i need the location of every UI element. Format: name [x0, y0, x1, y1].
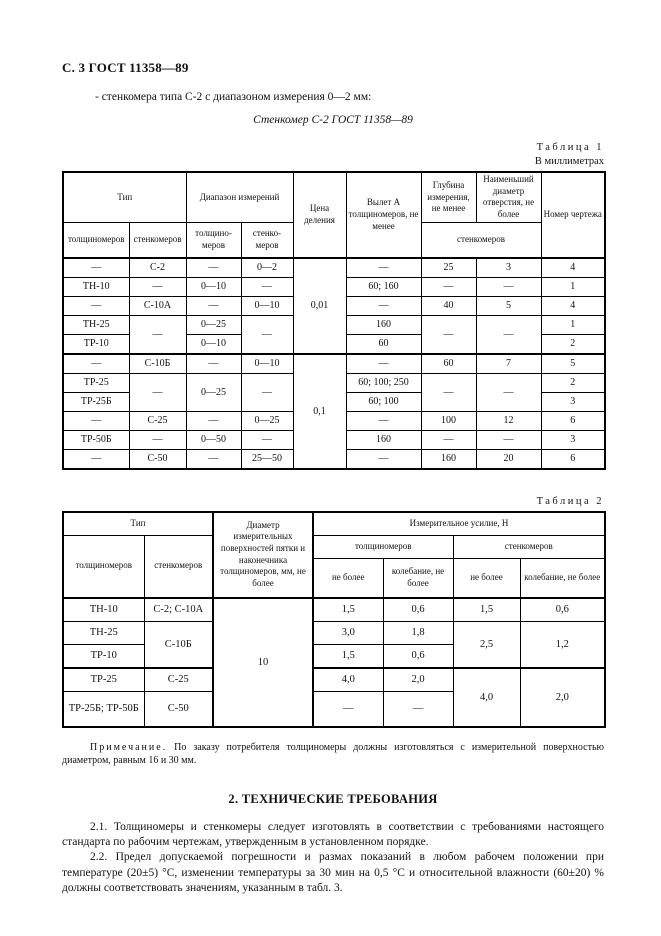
- cell: 6: [541, 449, 605, 469]
- cell: ТН-25: [63, 621, 144, 644]
- instrument-designation: Стенкомер С-2 ГОСТ 11358—89: [253, 114, 413, 126]
- cell: —: [346, 449, 421, 469]
- cell: 0,6: [520, 598, 605, 622]
- subheader-thickness-gauges: толщиномеров: [186, 222, 241, 258]
- cell: С-50: [129, 449, 186, 469]
- cell: 1,5: [313, 644, 383, 668]
- subheader-thickness-gauges: толщиномеров: [63, 535, 144, 598]
- table1-label: Таблица 1: [536, 142, 604, 153]
- cell: 2: [541, 373, 605, 392]
- cell: С-2: [129, 258, 186, 278]
- cell: 160: [421, 449, 476, 469]
- cell: —: [346, 296, 421, 315]
- cell: ТР-25: [63, 373, 129, 392]
- cell: С-10А: [129, 296, 186, 315]
- cell: 0—25: [241, 411, 293, 430]
- cell: ТР-50Б: [63, 430, 129, 449]
- cell: —: [63, 411, 129, 430]
- subheader-wall-gauges: стенкомеров: [144, 535, 213, 598]
- cell: 5: [476, 296, 541, 315]
- cell: —: [186, 258, 241, 278]
- cell: 0—2: [241, 258, 293, 278]
- cell: —: [129, 315, 186, 354]
- cell: —: [313, 691, 383, 727]
- cell: 3: [476, 258, 541, 278]
- cell: ТР-25: [63, 668, 144, 692]
- cell: С-25: [144, 668, 213, 692]
- header-min-hole-diameter: Наименьший диаметр отверстия, не более: [476, 172, 541, 222]
- cell: —: [186, 449, 241, 469]
- cell: 4,0: [313, 668, 383, 692]
- cell: 0—25: [186, 373, 241, 411]
- intro-line: - стенкомера типа С-2 с диапазоном измерения 0—2 мм:: [95, 91, 372, 103]
- header-scale-division: Цена деления: [293, 172, 346, 258]
- cell: —: [383, 691, 453, 727]
- cell: 3: [541, 430, 605, 449]
- paragraph-2-1: 2.1. Толщиномеры и стенкомеры следует изготовлять в соответствии с требованиями настоящего стандарта по рабочим чертежам, утвержденным в установленном порядке.: [62, 820, 604, 849]
- cell: 20: [476, 449, 541, 469]
- section-title: 2. ТЕХНИЧЕСКИЕ ТРЕБОВАНИЯ: [228, 791, 438, 806]
- cell: —: [346, 354, 421, 374]
- cell: 0—10: [186, 334, 241, 354]
- header-measuring-force: Измерительное усилие, Н: [313, 512, 605, 536]
- cell: —: [421, 430, 476, 449]
- cell-scale-division-group: 0,1: [293, 354, 346, 469]
- subheader-wall-gauges-group: стенкомеров: [421, 222, 541, 258]
- cell: ТН-10: [63, 277, 129, 296]
- cell: 1,5: [313, 598, 383, 622]
- cell: 3: [541, 392, 605, 411]
- cell: 40: [421, 296, 476, 315]
- cell: —: [186, 354, 241, 374]
- table1-units: В миллиметрах: [534, 156, 604, 167]
- subheader-not-more: не более: [313, 558, 383, 598]
- subheader-thickness-gauges-group: толщиномеров: [313, 535, 453, 558]
- cell: 60; 100: [346, 392, 421, 411]
- cell: 3,0: [313, 621, 383, 644]
- cell: —: [476, 373, 541, 411]
- cell: 0—10: [241, 296, 293, 315]
- subheader-thickness-gauges: толщиномеров: [63, 222, 129, 258]
- cell: —: [129, 373, 186, 411]
- cell: 2: [541, 334, 605, 354]
- cell: 2,0: [520, 668, 605, 727]
- cell: 6: [541, 411, 605, 430]
- cell: С-10Б: [129, 354, 186, 374]
- cell: —: [346, 258, 421, 278]
- cell: 100: [421, 411, 476, 430]
- cell: —: [421, 373, 476, 411]
- cell: 12: [476, 411, 541, 430]
- cell: —: [421, 277, 476, 296]
- cell: 1: [541, 277, 605, 296]
- note-text: По заказу потребителя толщиномеры должны изготовляться с измерительной поверхностью диаметром, равным 16 и 30 мм.: [62, 741, 604, 767]
- cell: —: [476, 315, 541, 354]
- cell: 160: [346, 430, 421, 449]
- cell: —: [186, 411, 241, 430]
- header-overhang: Вылет А толщиномеров, не менее: [346, 172, 421, 258]
- header-type: Тип: [63, 172, 186, 222]
- cell: 60; 100; 250: [346, 373, 421, 392]
- cell: С-25: [129, 411, 186, 430]
- cell: —: [241, 373, 293, 411]
- cell: —: [241, 277, 293, 296]
- table-row: [63, 258, 605, 278]
- page-header: С. 3 ГОСТ 11358—89: [62, 60, 189, 75]
- cell: —: [63, 354, 129, 374]
- header-type: Тип: [63, 512, 213, 536]
- cell: 0—10: [186, 277, 241, 296]
- cell: 4,0: [453, 668, 520, 727]
- cell: ТР-10: [63, 644, 144, 668]
- cell: 1: [541, 315, 605, 334]
- cell: 1,8: [383, 621, 453, 644]
- header-contact-face-diameter: Диаметр измерительных поверхностей пятки и наконечника толщиномеров, мм, не более: [213, 512, 313, 598]
- cell: —: [241, 315, 293, 354]
- cell: ТР-25Б; ТР-50Б: [63, 691, 144, 727]
- cell: 60: [346, 334, 421, 354]
- cell: ТН-25: [63, 315, 129, 334]
- cell: 0—25: [186, 315, 241, 334]
- cell: ТР-25Б: [63, 392, 129, 411]
- cell: С-2; С-10А: [144, 598, 213, 622]
- subheader-wall-gauges: стенкомеров: [129, 222, 186, 258]
- table-row: [63, 621, 605, 644]
- cell: 4: [541, 296, 605, 315]
- note-paragraph: [62, 741, 604, 768]
- cell: 25: [421, 258, 476, 278]
- cell: —: [476, 430, 541, 449]
- cell: 1,2: [520, 621, 605, 668]
- cell: —: [129, 430, 186, 449]
- cell: 0—10: [241, 354, 293, 374]
- cell: —: [421, 315, 476, 354]
- cell: —: [241, 430, 293, 449]
- cell: С-10Б: [144, 621, 213, 668]
- header-measuring-depth: Глубина измерения, не менее: [421, 172, 476, 222]
- cell: —: [476, 277, 541, 296]
- paragraph-2-2: 2.2. Предел допускаемой погрешности и размах показаний в любом рабочем положении при температуре (20±5) °С, изменении температуры за 30 мин на 0,5 °С и относительной влажности (60±20) % должны соответствовать значениям, указанным в табл. 3.: [62, 851, 604, 894]
- cell: —: [346, 411, 421, 430]
- header-measuring-range: Диапазон измерений: [186, 172, 293, 222]
- cell: —: [63, 258, 129, 278]
- cell: 5: [541, 354, 605, 374]
- cell: ТР-10: [63, 334, 129, 354]
- header-drawing-number: Номер чертежа: [541, 172, 605, 258]
- subheader-wall-gauges: стенкомеров: [241, 222, 293, 258]
- cell-scale-division-group: 0,01: [293, 258, 346, 354]
- table1-specifications: [62, 171, 606, 470]
- table-row: [63, 354, 605, 374]
- cell: 25—50: [241, 449, 293, 469]
- note-label: Примечание.: [90, 741, 168, 753]
- cell: 1,5: [453, 598, 520, 622]
- table-row: [63, 598, 605, 622]
- cell: —: [63, 449, 129, 469]
- table2-measuring-force: [62, 511, 606, 728]
- table-row: [63, 668, 605, 692]
- cell: 0,6: [383, 598, 453, 622]
- cell: 2,0: [383, 668, 453, 692]
- cell: 2,5: [453, 621, 520, 668]
- cell: 60; 160: [346, 277, 421, 296]
- cell: 4: [541, 258, 605, 278]
- table2-label: Таблица 2: [536, 495, 604, 507]
- cell: 0—50: [186, 430, 241, 449]
- cell: ТН-10: [63, 598, 144, 622]
- subheader-variation: колебание, не более: [520, 558, 605, 598]
- subheader-variation: колебание, не более: [383, 558, 453, 598]
- cell: 160: [346, 315, 421, 334]
- cell: 60: [421, 354, 476, 374]
- cell: —: [63, 296, 129, 315]
- cell: —: [186, 296, 241, 315]
- cell: 7: [476, 354, 541, 374]
- cell: С-50: [144, 691, 213, 727]
- cell: —: [129, 277, 186, 296]
- subheader-wall-gauges-group: стенкомеров: [453, 535, 605, 558]
- cell: 0,6: [383, 644, 453, 668]
- subheader-not-more: не более: [453, 558, 520, 598]
- cell-diameter: 10: [213, 598, 313, 727]
